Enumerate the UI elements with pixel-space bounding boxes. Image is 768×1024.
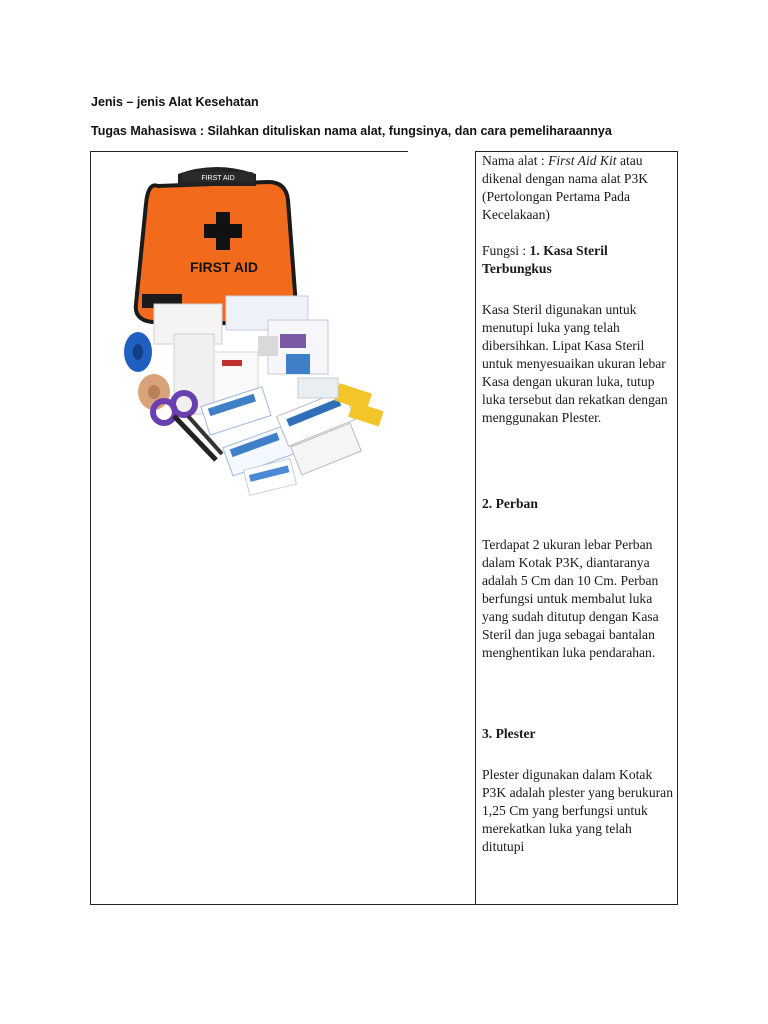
item-2-description: Terdapat 2 ukuran lebar Perban dalam Kotak P3K, diantaranya adalah 5 Cm dan 10 Cm. Perban berfungsi untuk membalut luka yang sudah ditutup dengan Kasa Steril dan juga sebagai bantalan menghentikan luka pendarahan. [482,537,659,660]
item-2-title: 2. Perban [482,496,538,511]
table-border-bottom [90,904,678,905]
first-aid-kit-image [118,164,396,504]
table-border-top [90,151,408,152]
task-instruction: Tugas Mahasiswa : Silahkan dituliskan nama alat, fungsinya, dan cara pemeliharaannya [91,124,612,138]
function-prefix: Fungsi : [482,243,530,258]
table-column-divider [475,151,476,905]
tool-name: First Aid Kit [548,153,617,168]
function-heading-paragraph [482,242,674,278]
tool-name-prefix: Nama alat : [482,153,549,168]
item-1-title: 1. Kasa Steril Terbungkus [482,243,608,276]
item-3-title: 3. Plester [482,726,536,741]
description-cell [482,151,674,856]
bag-label: FIRST AID [190,259,258,275]
table-border-left [90,151,91,905]
table-border-right [677,151,678,905]
item-1-description: Kasa Steril digunakan untuk menutupi luka yang telah dibersihkan. Lipat Kasa Steril untuk menyesuaikan ukuran lebar Kasa dengan ukuran luka, tutup luka tersebut dan rekatkan dengan menggunakan Plester. [482,302,668,425]
tool-name-description: atau dikenal dengan nama alat P3K (Pertolongan Pertama Pada Kecelakaan) [482,153,649,222]
item-3-description: Plester digunakan dalam Kotak P3K adalah plester yang berukuran 1,25 Cm yang berfungsi untuk merekatkan luka yang telah ditutupi [482,767,674,854]
tool-name-paragraph [482,152,674,224]
page-title: Jenis – jenis Alat Kesehatan [91,95,259,109]
bag-top-label: FIRST AID [201,175,235,182]
